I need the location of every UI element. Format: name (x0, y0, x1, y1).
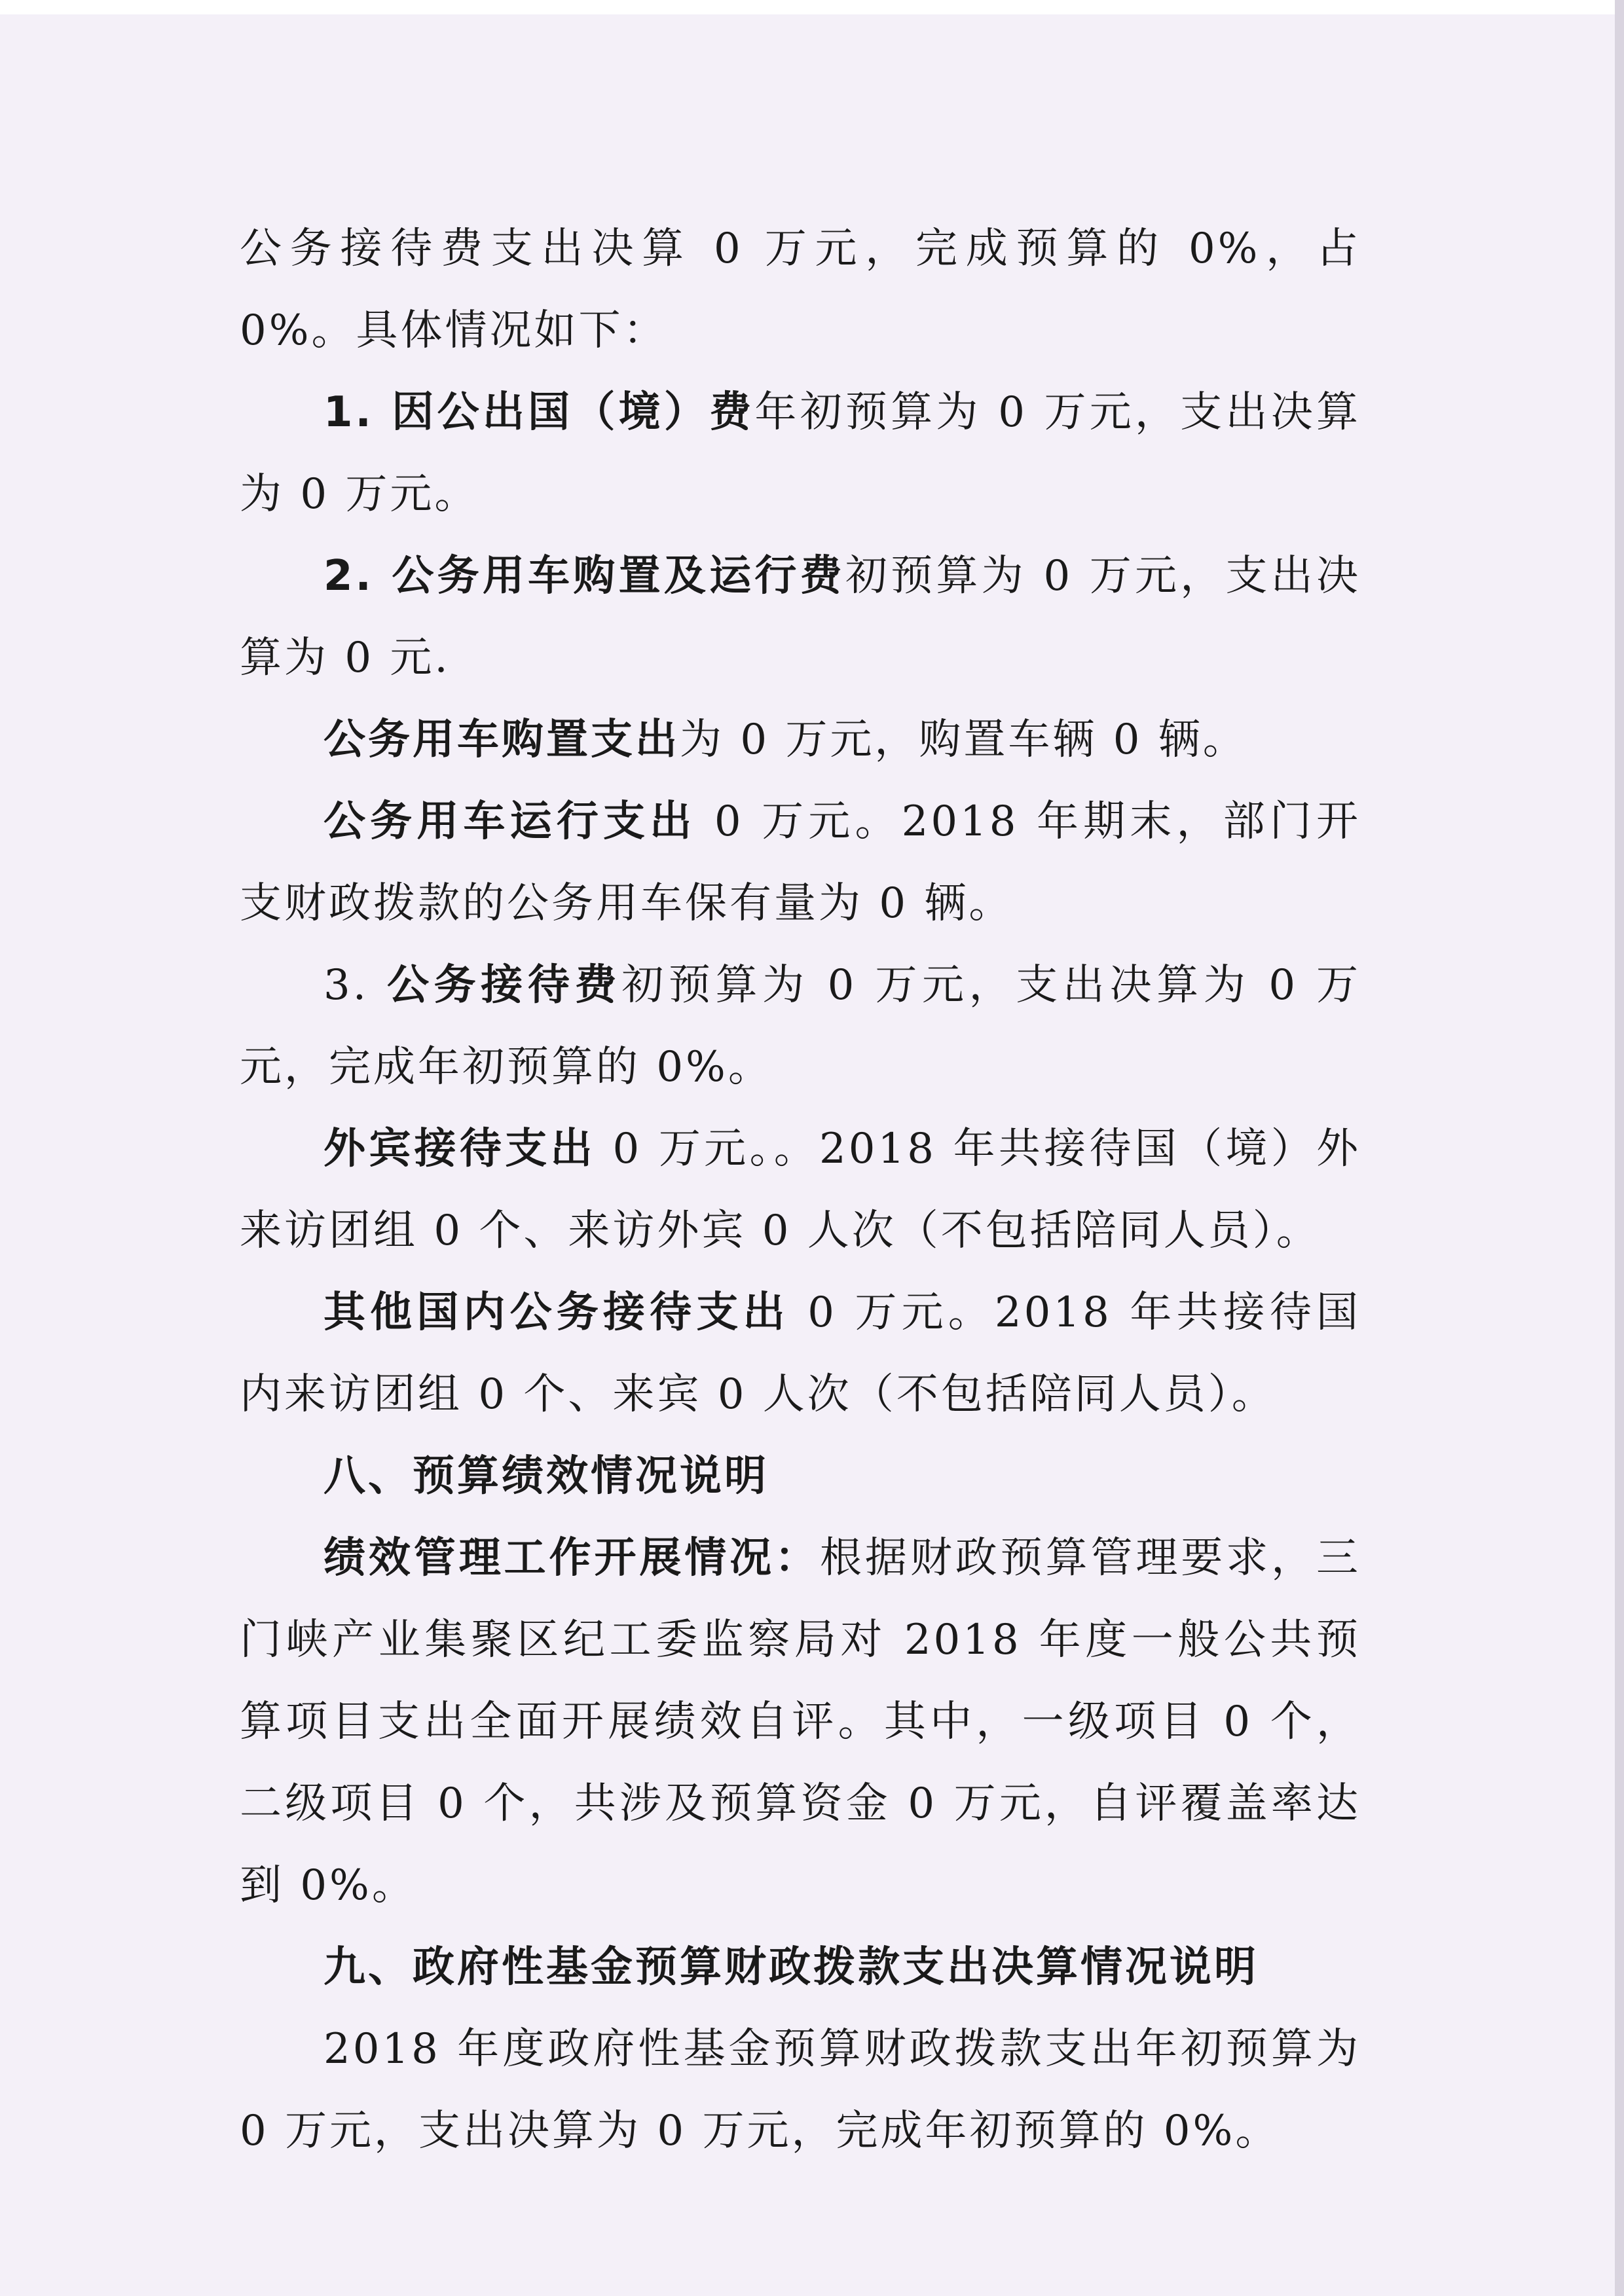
paragraph-label: 公务接待费 (387, 961, 622, 1010)
paragraph-number: 3. (323, 961, 388, 1010)
paragraph-foreign-guests (240, 1108, 1361, 1272)
paragraph-text: 年初预算为 0 万元，支出决算为 0 万元。 (240, 388, 1361, 519)
paragraph-text: 为 0 万元，购置车辆 0 辆。 (680, 716, 1247, 764)
scan-right-edge (1615, 0, 1624, 2296)
paragraph-text: 2018 年度政府性基金预算财政拨款支出年初预算为 0 万元，支出决算为 0 万元，完成年初预算的 0%。 (240, 2025, 1361, 2155)
section-heading-8: 八、预算绩效情况说明 (323, 1452, 769, 1501)
paragraph-domestic-reception (240, 1272, 1361, 1436)
paragraph-reception-summary (240, 208, 1361, 372)
paragraph-text: 0 万元。2018 年期末，部门开支财政拨款的公务用车保有量为 0 辆。 (240, 797, 1361, 928)
paragraph-label: 绩效管理工作开展情况： (323, 1534, 820, 1582)
paragraph-label: 其他国内公务接待支出 (323, 1288, 790, 1337)
paragraph-text: 初预算为 0 万元，支出决算为 0 元. (240, 552, 1361, 682)
paragraph-label: 1. 因公出国（境）费 (323, 388, 755, 437)
paragraph-vehicle-costs (240, 536, 1361, 699)
paragraph-label: 公务用车运行支出 (323, 797, 697, 846)
paragraph-reception-costs (240, 945, 1361, 1108)
paragraph-vehicle-operation (240, 781, 1361, 945)
paragraph-vehicle-purchase (240, 699, 1361, 781)
paragraph-overseas-travel (240, 372, 1361, 536)
paragraph-text: 0 万元。2018 年共接待国内来访团组 0 个、来宾 0 人次（不包括陪同人员）。 (240, 1288, 1361, 1419)
scan-top-edge (0, 0, 1624, 14)
paragraph-label: 外宾接待支出 (323, 1125, 596, 1173)
paragraph-label: 公务用车购置支出 (323, 716, 680, 764)
paragraph-text: 根据财政预算管理要求，三门峡产业集聚区纪工委监察局对 2018 年度一般公共预算项目支出全面开展绩效自评。其中，一级项目 0 个，二级项目 0 个，共涉及预算资金 0 万元，自评覆盖率达到 0%。 (240, 1534, 1361, 1910)
document-body (240, 208, 1361, 2172)
paragraph-text: 公务接待费支出决算 0 万元，完成预算的 0%，占 0%。具体情况如下： (240, 225, 1361, 355)
section-heading-9: 九、政府性基金预算财政拨款支出决算情况说明 (323, 1943, 1259, 1992)
paragraph-text: 初预算为 0 万元，支出决算为 0 万元，完成年初预算的 0%。 (240, 961, 1361, 1091)
paragraph-fund-budget (240, 2009, 1361, 2172)
paragraph-performance-management (240, 1518, 1361, 1927)
paragraph-label: 2. 公务用车购置及运行费 (323, 552, 845, 600)
paragraph-text: 0 万元。。2018 年共接待国（境）外来访团组 0 个、来访外宾 0 人次（不包括陪同人员）。 (240, 1125, 1361, 1255)
